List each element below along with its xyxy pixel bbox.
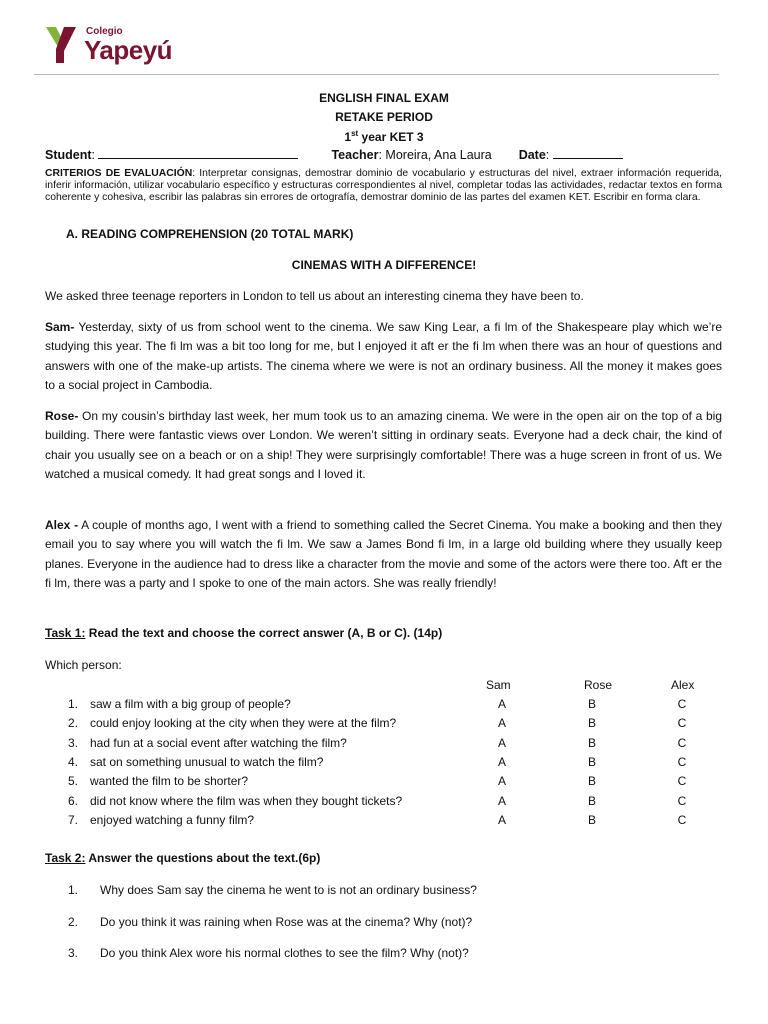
exam-level: 1st year KET 3 [344,129,424,144]
task1-question-row: 4. sat on something unusual to watch the film? A B C [68,755,728,774]
evaluation-criteria: CRITERIOS DE EVALUACIÓN: Interpretar consignas, demostrar dominio de vocabulario y estructuras del nivel, extraer información requerida, inferir información, utilizar vocabulario específico y estructuras correspondientes al nivel, completar todas las actividades, redactar textos en forma coherente y cohesiva, escribir las palabras sin errores de ortografía, demostrar dominio de las partes del examen KET. Escribir en forma clara. [45,168,722,203]
option-b[interactable]: B [587,794,596,808]
logo-small-text: Colegio [86,26,123,37]
intro-paragraph: We asked three teenage reporters in London to tell us about an interesting cinema they have been to. [45,289,584,303]
option-c[interactable]: C [677,736,687,750]
exam-period: RETAKE PERIOD [335,110,433,124]
reading-title: CINEMAS WITH A DIFFERENCE! [291,258,477,272]
task1-question-row: 6. did not know where the film was when they bought tickets? A B C [68,794,728,813]
task2-heading: Task 2: Answer the questions about the text.(6p) [45,851,321,865]
which-person-label: Which person: [45,658,122,672]
column-header-rose: Rose [584,678,613,692]
date-label: Date [518,148,546,162]
option-a[interactable]: A [497,716,506,730]
option-c[interactable]: C [677,697,687,711]
task1-question-row: 2. could enjoy looking at the city when they were at the film? A B C [68,716,728,735]
column-header-alex: Alex [671,678,695,692]
option-a[interactable]: A [497,774,506,788]
student-info-row: Student: Teacher: Moreira, Ana Laura Date: [45,148,725,162]
rose-paragraph: Rose- On my cousin’s birthday last week, her mum took us to an amazing cinema. We were in the open air on the top of a big building. There were fantastic views over London. We weren’t sitting in ordinary seats. Everyone had a deck chair, the kind of chair you usually see on a beach or on a ship! They were surprisingly comfortable! There was a huge screen in front of us. We watched a musical comedy. It had great songs and I loved it. [45,409,722,482]
option-b[interactable]: B [587,774,596,788]
school-logo [44,24,172,66]
task1-question-row: 5. wanted the film to be shorter? A B C [68,774,728,793]
logo-text [84,27,172,63]
option-c[interactable]: C [677,774,687,788]
section-a-heading: A. READING COMPREHENSION (20 TOTAL MARK) [66,227,354,241]
header-divider [34,74,719,75]
option-a[interactable]: A [497,794,506,808]
teacher-label: Teacher [331,148,379,162]
student-label: Student [45,148,92,162]
task2-question: 3. Do you think Alex wore his normal clothes to see the film? Why (not)? [68,946,469,960]
option-a[interactable]: A [497,697,506,711]
student-name-field[interactable] [98,148,298,159]
option-a[interactable]: A [497,736,506,750]
task1-question-row: 3. had fun at a social event after watching the film? A B C [68,736,728,755]
logo-big-text: Yapeyú [84,35,173,65]
task2-question: 2. Do you think it was raining when Rose was at the cinema? Why (not)? [68,915,473,929]
option-c[interactable]: C [677,794,687,808]
option-b[interactable]: B [587,755,596,769]
task1-question-row: 7. enjoyed watching a funny film? A B C [68,813,728,832]
option-a[interactable]: A [497,813,506,827]
option-b[interactable]: B [587,736,596,750]
exam-title: ENGLISH FINAL EXAM [319,91,449,105]
date-field[interactable] [553,148,623,159]
alex-paragraph: Alex - A couple of months ago, I went with a friend to something called the Secret Cinema. You make a booking and then they email you to say where you will watch the fi lm. We saw a James Bond fi lm, in a large old building where they usually keep planes. Everyone in the audience had to dress like a character from the movie and some of the actors were there too. Aft er the fi lm, there was a party and I spoke to one of the main actors. She was really friendly! [45,518,722,591]
task1-question-row: 1. saw a film with a big group of people? A B C [68,697,728,716]
option-c[interactable]: C [677,755,687,769]
yapeyu-logo-icon [44,25,78,65]
option-c[interactable]: C [677,813,687,827]
option-a[interactable]: A [497,755,506,769]
task2-question: 1. Why does Sam say the cinema he went to is not an ordinary business? [68,883,477,897]
option-b[interactable]: B [587,716,596,730]
teacher-value: : Moreira, Ana Laura [378,148,492,162]
sam-paragraph: Sam- Yesterday, sixty of us from school went to the cinema. We saw King Lear, a fi lm of the Shakespeare play which we’re studying this year. The fi lm was a bit too long for me, but I enjoyed it aft er the fi lm when there was an hour of questions and answers with one of the make-up artists. The cinema where we were is not an ordinary business. All the money it makes goes to a social project in Cambodia. [45,320,722,393]
column-header-sam: Sam [486,678,511,692]
option-b[interactable]: B [587,813,596,827]
task1-heading: Task 1: Read the text and choose the correct answer (A, B or C). (14p) [45,626,443,640]
option-b[interactable]: B [587,697,596,711]
option-c[interactable]: C [677,716,687,730]
